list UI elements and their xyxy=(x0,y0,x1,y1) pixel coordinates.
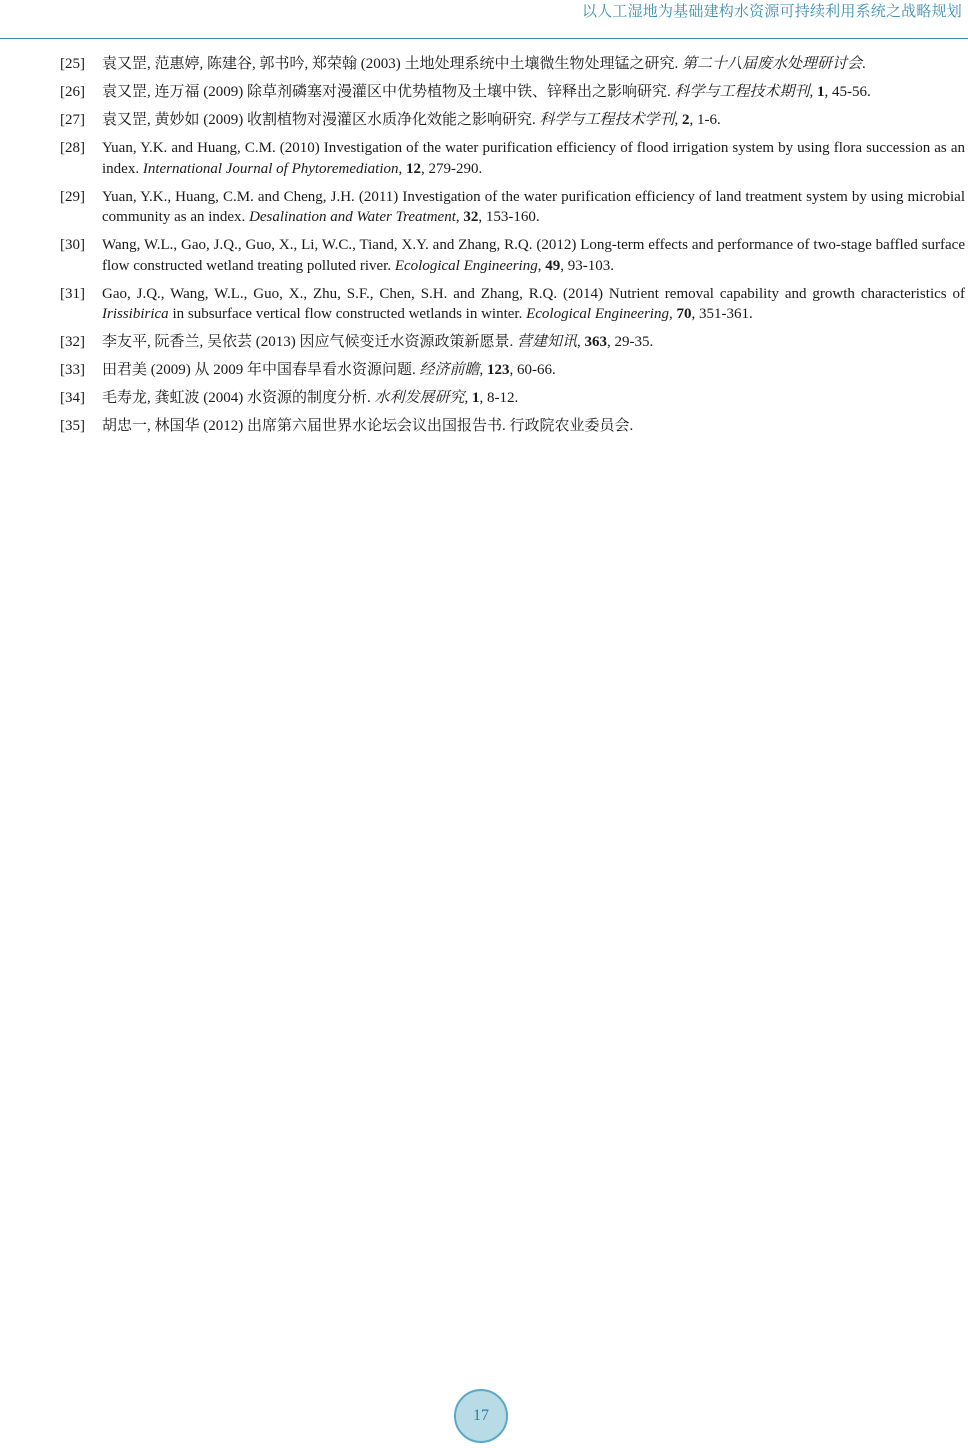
reference-segment: 李友平, 阮香兰, 吴依芸 (2013) 因应气候变迁水资源政策新愿景. xyxy=(102,334,517,350)
reference-bold-segment: 1 xyxy=(817,84,825,100)
reference-segment: , xyxy=(398,160,406,177)
reference-text xyxy=(102,388,965,409)
reference-italic-segment: Ecological Engineering xyxy=(394,257,538,274)
reference-segment: , 45-56. xyxy=(824,84,871,100)
reference-item xyxy=(60,332,965,353)
reference-item xyxy=(60,388,965,409)
reference-item xyxy=(60,235,965,276)
reference-segment: , 279-290. xyxy=(421,160,483,177)
reference-segment: , xyxy=(674,112,683,128)
reference-bold-segment: 12 xyxy=(406,160,421,177)
page-number-badge xyxy=(454,1389,508,1443)
reference-segment: , 8-12. xyxy=(479,390,519,406)
reference-segment: , xyxy=(464,390,473,406)
reference-item xyxy=(60,82,965,103)
reference-bold-segment: 363 xyxy=(584,334,608,350)
reference-bold-segment: 2 xyxy=(682,112,690,128)
reference-italic-segment: Ecological Engineering xyxy=(526,306,669,322)
reference-text xyxy=(102,138,965,179)
reference-italic-segment: 经济前瞻 xyxy=(419,362,480,378)
reference-segment: 胡忠一, 林国华 (2012) 出席第六届世界水论坛会议出国报告书. 行政院农业委员会. xyxy=(102,418,634,434)
reference-number: [25] xyxy=(60,56,85,72)
reference-number: [31] xyxy=(60,285,85,302)
reference-bold-segment: 32 xyxy=(463,209,479,225)
reference-segment: , 153-160. xyxy=(478,209,540,225)
reference-number: [29] xyxy=(60,188,85,205)
reference-number: [34] xyxy=(60,390,85,406)
running-title: 以人工湿地为基础建构水资源可持续利用系统之战略规划 xyxy=(581,4,962,20)
reference-segment: , xyxy=(668,306,677,322)
reference-item xyxy=(60,416,965,437)
reference-italic-segment: 水利发展研究 xyxy=(374,390,465,406)
reference-italic-segment: 科学与工程技术学刊 xyxy=(539,112,675,128)
reference-bold-segment: 123 xyxy=(487,362,510,378)
reference-segment: 袁又罡, 连万福 (2009) 除草剂磷塞对漫灌区中优势植物及土壤中铁、锌释出之影响研究. xyxy=(102,84,675,100)
reference-number: [33] xyxy=(60,362,85,378)
reference-segment: 毛寿龙, 龚虹波 (2004) 水资源的制度分析. xyxy=(102,390,375,406)
reference-text xyxy=(102,54,965,75)
reference-number: [35] xyxy=(60,418,85,434)
reference-segment: , xyxy=(455,209,464,225)
reference-bold-segment: 1 xyxy=(472,390,480,406)
reference-item xyxy=(60,187,965,228)
reference-segment: , 93-103. xyxy=(560,257,614,274)
reference-segment: Wang, W.L., Gao, J.Q., Guo, X., Li, W.C., Tiand, X.Y. and Zhang, R.Q. (2012) Long-term effects and performance of two-stage baffled surface flow constructed wetland treating polluted river. xyxy=(102,237,965,274)
reference-number: [26] xyxy=(60,84,85,100)
reference-segment: , xyxy=(577,334,585,350)
reference-italic-segment: 第二十八届废水处理研讨会 xyxy=(682,56,863,72)
reference-italic-segment: International Journal of Phytoremediation xyxy=(142,160,399,177)
reference-segment: 袁又罡, 范惠婷, 陈建谷, 郭书吟, 郑荣翰 (2003) 土地处理系统中土壤微生物处理锰之研究. xyxy=(102,56,682,72)
reference-segment: , 29-35. xyxy=(607,334,654,350)
reference-item xyxy=(60,360,965,381)
page-number: 17 xyxy=(473,1407,489,1424)
reference-segment: 田君美 (2009) 从 2009 年中国春旱看水资源问题. xyxy=(102,362,420,378)
reference-segment: Yuan, Y.K. and Huang, C.M. (2010) Investigation of the water purification efficiency of flood irrigation system by using flora succession as an index. xyxy=(102,140,965,177)
reference-item xyxy=(60,284,965,325)
reference-segment: in subsurface vertical flow constructed wetlands in winter. xyxy=(168,306,527,322)
reference-item xyxy=(60,110,965,131)
reference-segment: , xyxy=(537,257,546,274)
reference-segment: , 1-6. xyxy=(689,112,721,128)
reference-segment: , 351-361. xyxy=(691,306,753,322)
reference-text xyxy=(102,332,965,353)
reference-item xyxy=(60,138,965,179)
header-divider xyxy=(0,38,968,39)
reference-text xyxy=(102,284,965,325)
reference-italic-segment: 科学与工程技术期刊 xyxy=(674,84,810,100)
reference-segment: , 60-66. xyxy=(509,362,556,378)
reference-segment: Yuan, Y.K., Huang, C.M. and Cheng, J.H. (2011) Investigation of the water purification efficiency of land treatment system by using microbial community as an index. xyxy=(102,188,965,225)
reference-number: [27] xyxy=(60,112,85,128)
reference-segment: , xyxy=(479,362,488,378)
reference-segment: Gao, J.Q., Wang, W.L., Guo, X., Zhu, S.F., Chen, S.H. and Zhang, R.Q. (2014) Nutrient removal capability and growth characteristics of xyxy=(102,285,965,302)
reference-number: [32] xyxy=(60,334,85,350)
reference-bold-segment: 49 xyxy=(545,257,561,274)
reference-number: [30] xyxy=(60,237,85,253)
reference-italic-segment: Desalination and Water Treatment xyxy=(249,209,456,225)
reference-text xyxy=(102,110,965,131)
reference-text xyxy=(102,360,965,381)
reference-italic-segment: 营建知讯 xyxy=(517,334,578,350)
reference-text xyxy=(102,416,965,437)
reference-bold-segment: 70 xyxy=(676,306,692,322)
reference-text xyxy=(102,82,965,103)
reference-segment: . xyxy=(862,56,866,72)
reference-text xyxy=(102,187,965,228)
reference-segment: , xyxy=(809,84,818,100)
reference-segment: 袁又罡, 黄妙如 (2009) 收割植物对漫灌区水质净化效能之影响研究. xyxy=(102,112,540,128)
reference-italic-segment: Irissibirica xyxy=(102,306,169,322)
reference-item xyxy=(60,54,965,75)
reference-number: [28] xyxy=(60,140,85,156)
reference-text xyxy=(102,235,965,276)
reference-list xyxy=(60,54,965,444)
